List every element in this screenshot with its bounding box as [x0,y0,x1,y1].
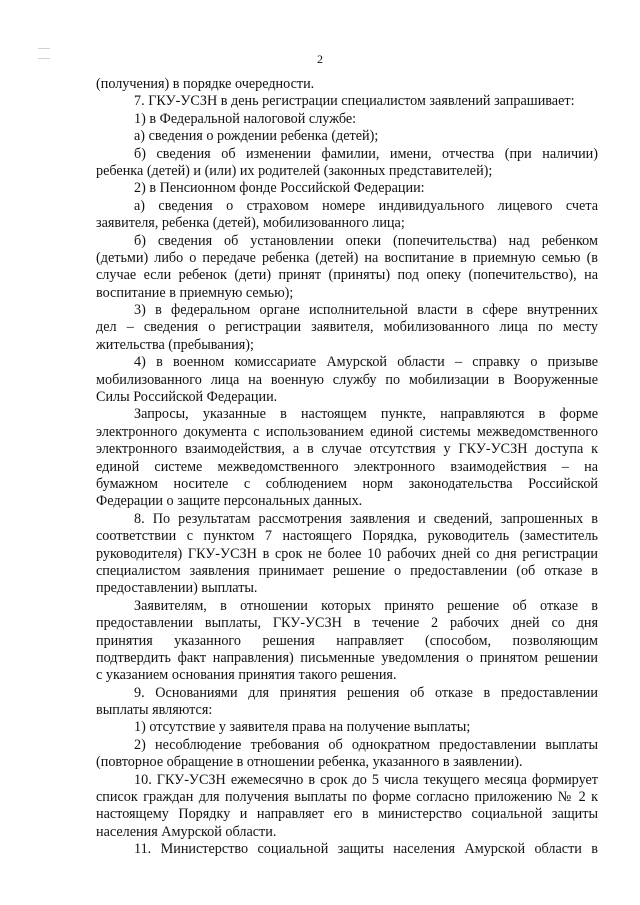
text-line: б) сведения об установлении опеки (попечительства) над ребенком [134,232,598,249]
text-line: 7. ГКУ-УСЗН в день регистрации специалистом заявлений запрашивает: [134,93,575,110]
text-line: 8. По результатам рассмотрения заявления и сведений, запрошенных в [134,510,598,527]
text-line: б) сведения об изменении фамилии, имени, отчества (при наличии) [134,145,598,162]
text-line: воспитание в приемную семью); [96,284,294,301]
text-line: соответствии с пунктом 7 настоящего Порядка, руководитель (заместитель [96,528,598,545]
text-line: ребенка (детей) и (или) их родителей (законных представителей); [96,162,493,179]
margin-mark [38,48,50,49]
text-line: Заявителям, в отношении которых принято решение об отказе в [134,597,598,614]
document-body [96,76,598,859]
text-line: заявителя, ребенка (детей), мобилизованного лица; [96,215,405,232]
text-line: 2) несоблюдение требования об однократном предоставлении выплаты [134,736,598,753]
text-line: руководителя) ГКУ-УСЗН в срок не более 10 рабочих дней со дня регистрации [96,545,598,562]
text-line: с указанием основания принятия такого решения. [96,667,397,684]
text-line: Силы Российской Федерации. [96,389,278,406]
text-line: 2) в Пенсионном фонде Российской Федерации: [134,180,425,197]
text-line: выплаты являются: [96,702,213,719]
text-line: (детьми) либо о передаче ребенка (детей) на воспитание в приемную семью (в [96,249,598,266]
text-line: 1) отсутствие у заявителя права на получение выплаты; [134,719,471,736]
text-line: случае если ребенок (дети) принят (приняты) под опеку (попечительство), на [96,267,598,284]
text-line: жительства (пребывания); [96,336,254,353]
text-line: принятия указанного решения направляет (способом, позволяющим [96,632,598,649]
page-number: 2 [317,52,323,66]
text-line: населения Амурской области. [96,823,277,840]
text-line: Федерации о защите персональных данных. [96,493,363,510]
text-line: а) сведения о рождении ребенка (детей); [134,128,379,145]
text-line: настоящему Порядку и направляет его в министерство социальной защиты [96,806,598,823]
text-line: предоставлении) выплаты. [96,580,258,597]
text-line: предоставлении выплаты, ГКУ-УСЗН в течение 2 рабочих дней со дня [96,615,598,632]
text-line: 10. ГКУ-УСЗН ежемесячно в срок до 5 числа текущего месяца формирует [134,771,598,788]
text-line: единой системе межведомственного электронного взаимодействия – на [96,458,598,475]
text-line: (повторное обращение в отношении ребенка, указанного в заявлении). [96,754,523,771]
text-line: 3) в федеральном органе исполнительной власти в сфере внутренних [134,302,598,319]
text-line: электронного взаимодействия, а в случае отсутствия у ГКУ-УСЗН доступа к [96,441,598,458]
text-line: специалистом заявления принимает решение о предоставлении (об отказе в [96,562,598,579]
text-line: (получения) в порядке очередности. [96,76,315,92]
text-line: а) сведения о страховом номере индивидуального лицевого счета [134,197,598,214]
text-line: список граждан для получения выплаты по форме согласно приложению № 2 к [96,789,598,806]
text-line: мобилизованного лица на военную службу по мобилизации в Вооруженные [96,371,598,388]
text-line: 9. Основаниями для принятия решения об отказе в предоставлении [134,684,598,701]
text-line: 4) в военном комиссариате Амурской области – справку о призыве [134,354,598,371]
text-line: 11. Министерство социальной защиты населения Амурской области в [134,841,598,858]
text-line: бумажном носителе с соблюдением норм законодательства Российской [96,475,598,492]
text-line: 1) в Федеральной налоговой службе: [134,110,357,127]
text-line: Запросы, указанные в настоящем пункте, направляются в форме [134,406,598,423]
text-line: дел – сведения о регистрации заявителя, мобилизованного лица по месту [96,319,598,336]
text-line: электронного документа с использованием единой системы межведомственного [96,423,598,440]
text-line: подтвердить факт направления) письменные уведомления о принятом решении [96,649,598,666]
